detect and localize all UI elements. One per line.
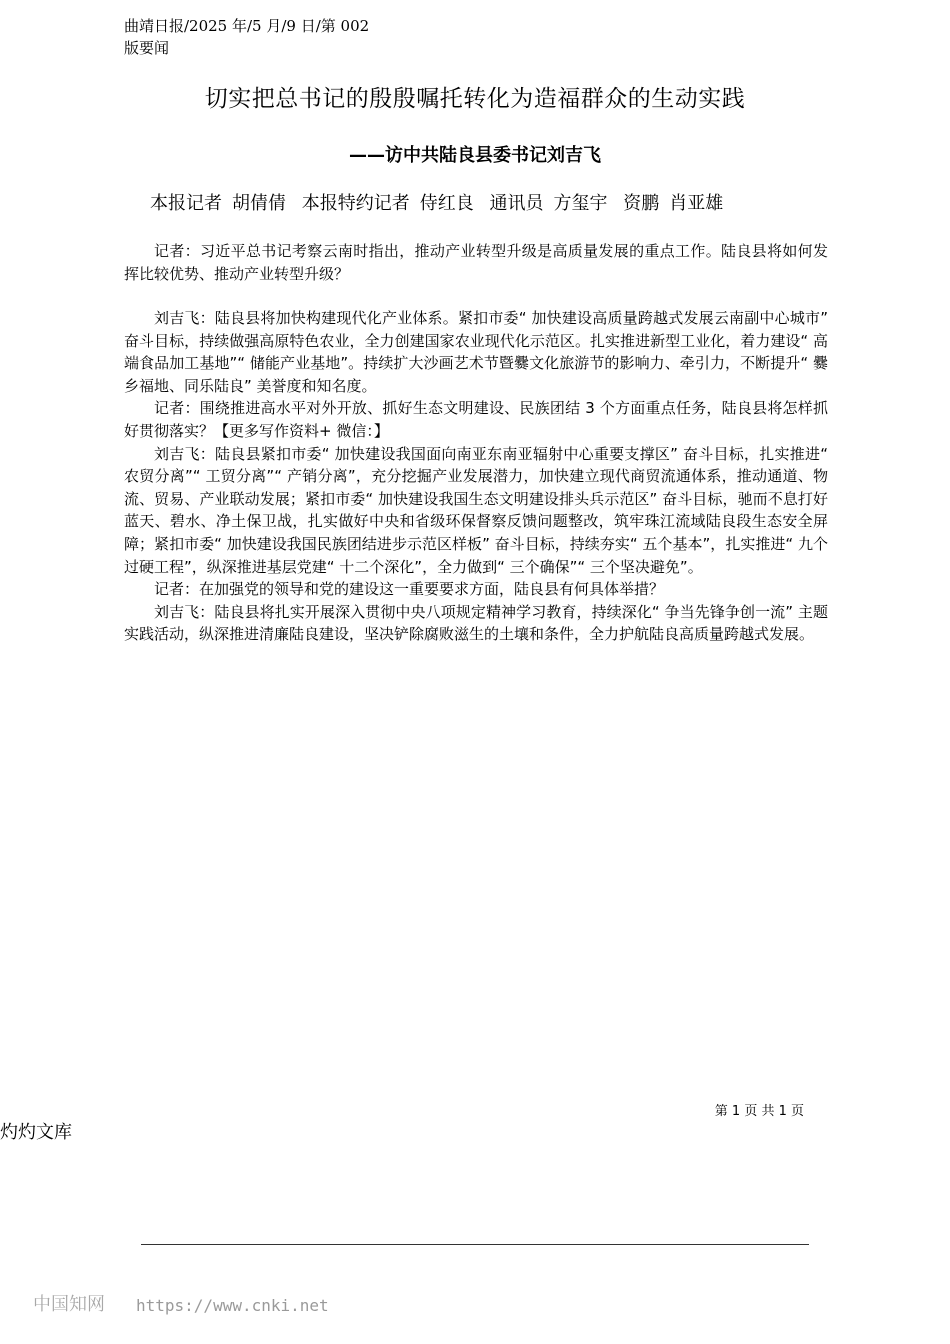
byline-name: 肖亚雄 [669,193,724,214]
watermark-text: 灼灼文库 [0,1122,72,1143]
paragraph-question: 记者：习近平总书记考察云南时指出，推动产业转型升级是高质量发展的重点工作。陆良县将如何发挥比较优势、推动产业转型升级？ [124,242,828,283]
paragraph-answer: 刘吉飞：陆良县紧扣市委“ 加快建设我国面向南亚东南亚辐射中心重要支撑区” 奋斗目标，扎实推进“ 农贸分离”“ 工贸分离”“ 产销分离”，充分挖掘产业发展潜力，加快建立现代商贸流通体系，推动通道、物流、贸易、产业联动发展；紧扣市委“ 加快建设我国生态文明建设排头兵示范区” 奋斗目标，驰而不息打好蓝天、碧水、净土保卫战，扎实做好中央和省级环保督察反馈问题整改，筑牢珠江流域陆良段生态安全屏障；紧扣市委“ 加快建设我国民族团结进步示范区样板” 奋斗目标，持续夯实“ 五个基本”，扎实推进“ 九个过硬工程”，纵深推进基层党建“ 十二个深化”，全力做到“ 三个确保”“ 三个坚决避免”。 [124,444,828,576]
header-section: 版要闻 [124,39,170,57]
byline-name: 胡倩倩 [232,193,286,214]
byline-name: 侍红良 [419,193,474,214]
paragraph-question: 记者：在加强党的领导和党的建设这一重要要求方面，陆良县有何具体举措？ [154,580,665,599]
footer-divider [141,1244,809,1245]
article-body [124,307,828,646]
article-subtitle: ——访中共陆良县委书记刘吉飞 [349,145,601,166]
cnki-url-link[interactable]: https://www.cnki.net [136,1296,329,1315]
byline [150,190,733,218]
byline-role-correspondent: 通讯员 [489,193,544,214]
paragraph-question: 记者：围绕推进高水平对外开放、抓好生态文明建设、民族团结 3 个方面重点任务，陆良县将怎样抓好贯彻落实？【更多写作资料+ 微信：】 [124,399,828,440]
header-source: 曲靖日报/2025 年/5 月/9 日/第 002 [124,17,370,35]
page-count: 第 1 页 共 1 页 [714,1104,804,1119]
paragraph-answer: 刘吉飞：陆良县将扎实开展深入贯彻中央八项规定精神学习教育，持续深化“ 争当先锋争创一流” 主题实践活动，纵深推进清廉陆良建设，坚决铲除腐败滋生的土壤和条件，全力护航陆良高质量跨越式发展。 [124,602,828,644]
byline-role-reporter: 本报记者 [150,193,222,214]
article-body-intro [124,240,828,285]
byline-role-special-reporter: 本报特约记者 [301,193,410,214]
byline-name: 方玺宇 [553,193,608,214]
cnki-logo: 中国知网 [33,1294,105,1315]
article-title: 切实把总书记的殷殷嘱托转化为造福群众的生动实践 [204,86,746,112]
byline-name: 资鹏 [623,193,660,214]
paragraph-answer: 刘吉飞：陆良县将加快构建现代化产业体系。紧扣市委“ 加快建设高质量跨越式发展云南副中心城市” 奋斗目标，持续做强高原特色农业，全力创建国家农业现代化示范区。扎实推进新型工业化，着力建设“ 高端食品加工基地”“ 储能产业基地”。持续扩大沙画艺术节暨爨文化旅游节的影响力、牵引力，不断提升“ 爨乡福地、同乐陆良” 美誉度和知名度。 [124,309,828,395]
